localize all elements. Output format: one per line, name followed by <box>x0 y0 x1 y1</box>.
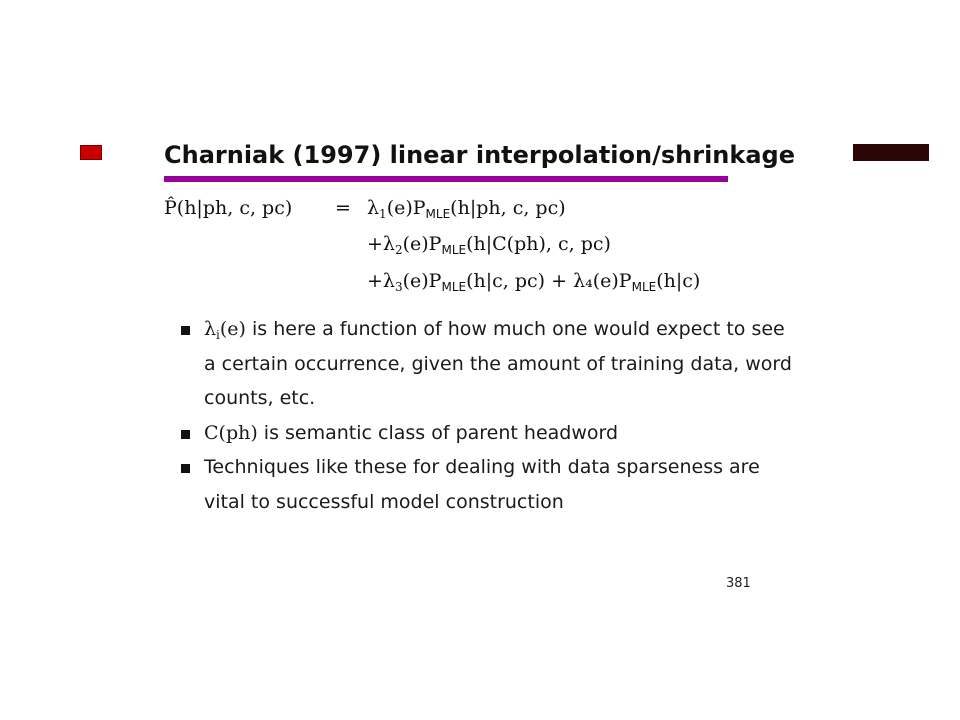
bullet-text: is semantic class of parent headword <box>257 421 619 444</box>
decorative-red-square <box>80 145 102 160</box>
square-bullet-icon <box>181 326 190 335</box>
page-number: 381 <box>726 576 751 591</box>
equation-line-2: $+\lambda_2(e)P_{MLE}(h|C(ph)$, c, pc) <box>367 233 611 257</box>
decorative-dark-bar <box>853 144 929 161</box>
square-bullet-icon <box>181 430 190 439</box>
square-bullet-icon <box>181 464 190 473</box>
mle-subscript: MLE <box>441 243 467 257</box>
math-argument: (e) <box>219 318 246 340</box>
bullet-item <box>180 450 800 519</box>
equation-term: (e)P <box>386 197 426 219</box>
equation-equals-sign: = <box>335 197 351 219</box>
mle-subscript: MLE <box>631 280 657 294</box>
equation-term: (h|ph, c, pc) <box>450 197 566 219</box>
mle-subscript: MLE <box>441 280 467 294</box>
slide-title: Charniak (1997) linear interpolation/shrinkage <box>164 141 796 169</box>
equation-term: (e)P <box>402 233 442 255</box>
equation-line-1: $\lambda_1(e)P_{MLE}(h|ph$, c, pc) <box>367 197 566 221</box>
equation-term: (e)P <box>402 270 442 292</box>
bullet-item <box>180 312 800 416</box>
equation-term: (h|c) <box>656 270 701 292</box>
inline-math: C(ph) <box>204 421 258 444</box>
lambda-index: 1 <box>379 207 387 221</box>
title-underline <box>164 176 728 182</box>
lambda-index: 2 <box>394 243 403 257</box>
lambda-symbol: λ <box>204 318 217 340</box>
bullet-list <box>180 312 800 519</box>
mle-subscript: MLE <box>425 207 451 221</box>
equation-term: (h|C(ph), c, pc) <box>466 233 611 255</box>
equation-lhs: P̂(h|ph, c, pc) <box>164 197 293 219</box>
bullet-text: is here a function of how much one would expect to see a certain occurrence, given the amount of training data, word counts, etc. <box>204 318 792 409</box>
bullet-text: Techniques like these for dealing with data sparseness are vital to successful model construction <box>204 456 760 513</box>
inline-math <box>204 318 246 340</box>
lambda-index: 3 <box>394 280 403 294</box>
equation-line-3: $+\lambda_3(e)P_{MLE}(h|c$, $pc) + \lambda_4(e)P_{MLE}(h|c)$ <box>367 270 701 294</box>
lambda-index: i <box>216 328 220 342</box>
bullet-item <box>180 416 800 451</box>
equation-term: (h|c, pc) + λ₄(e)P <box>466 270 632 292</box>
